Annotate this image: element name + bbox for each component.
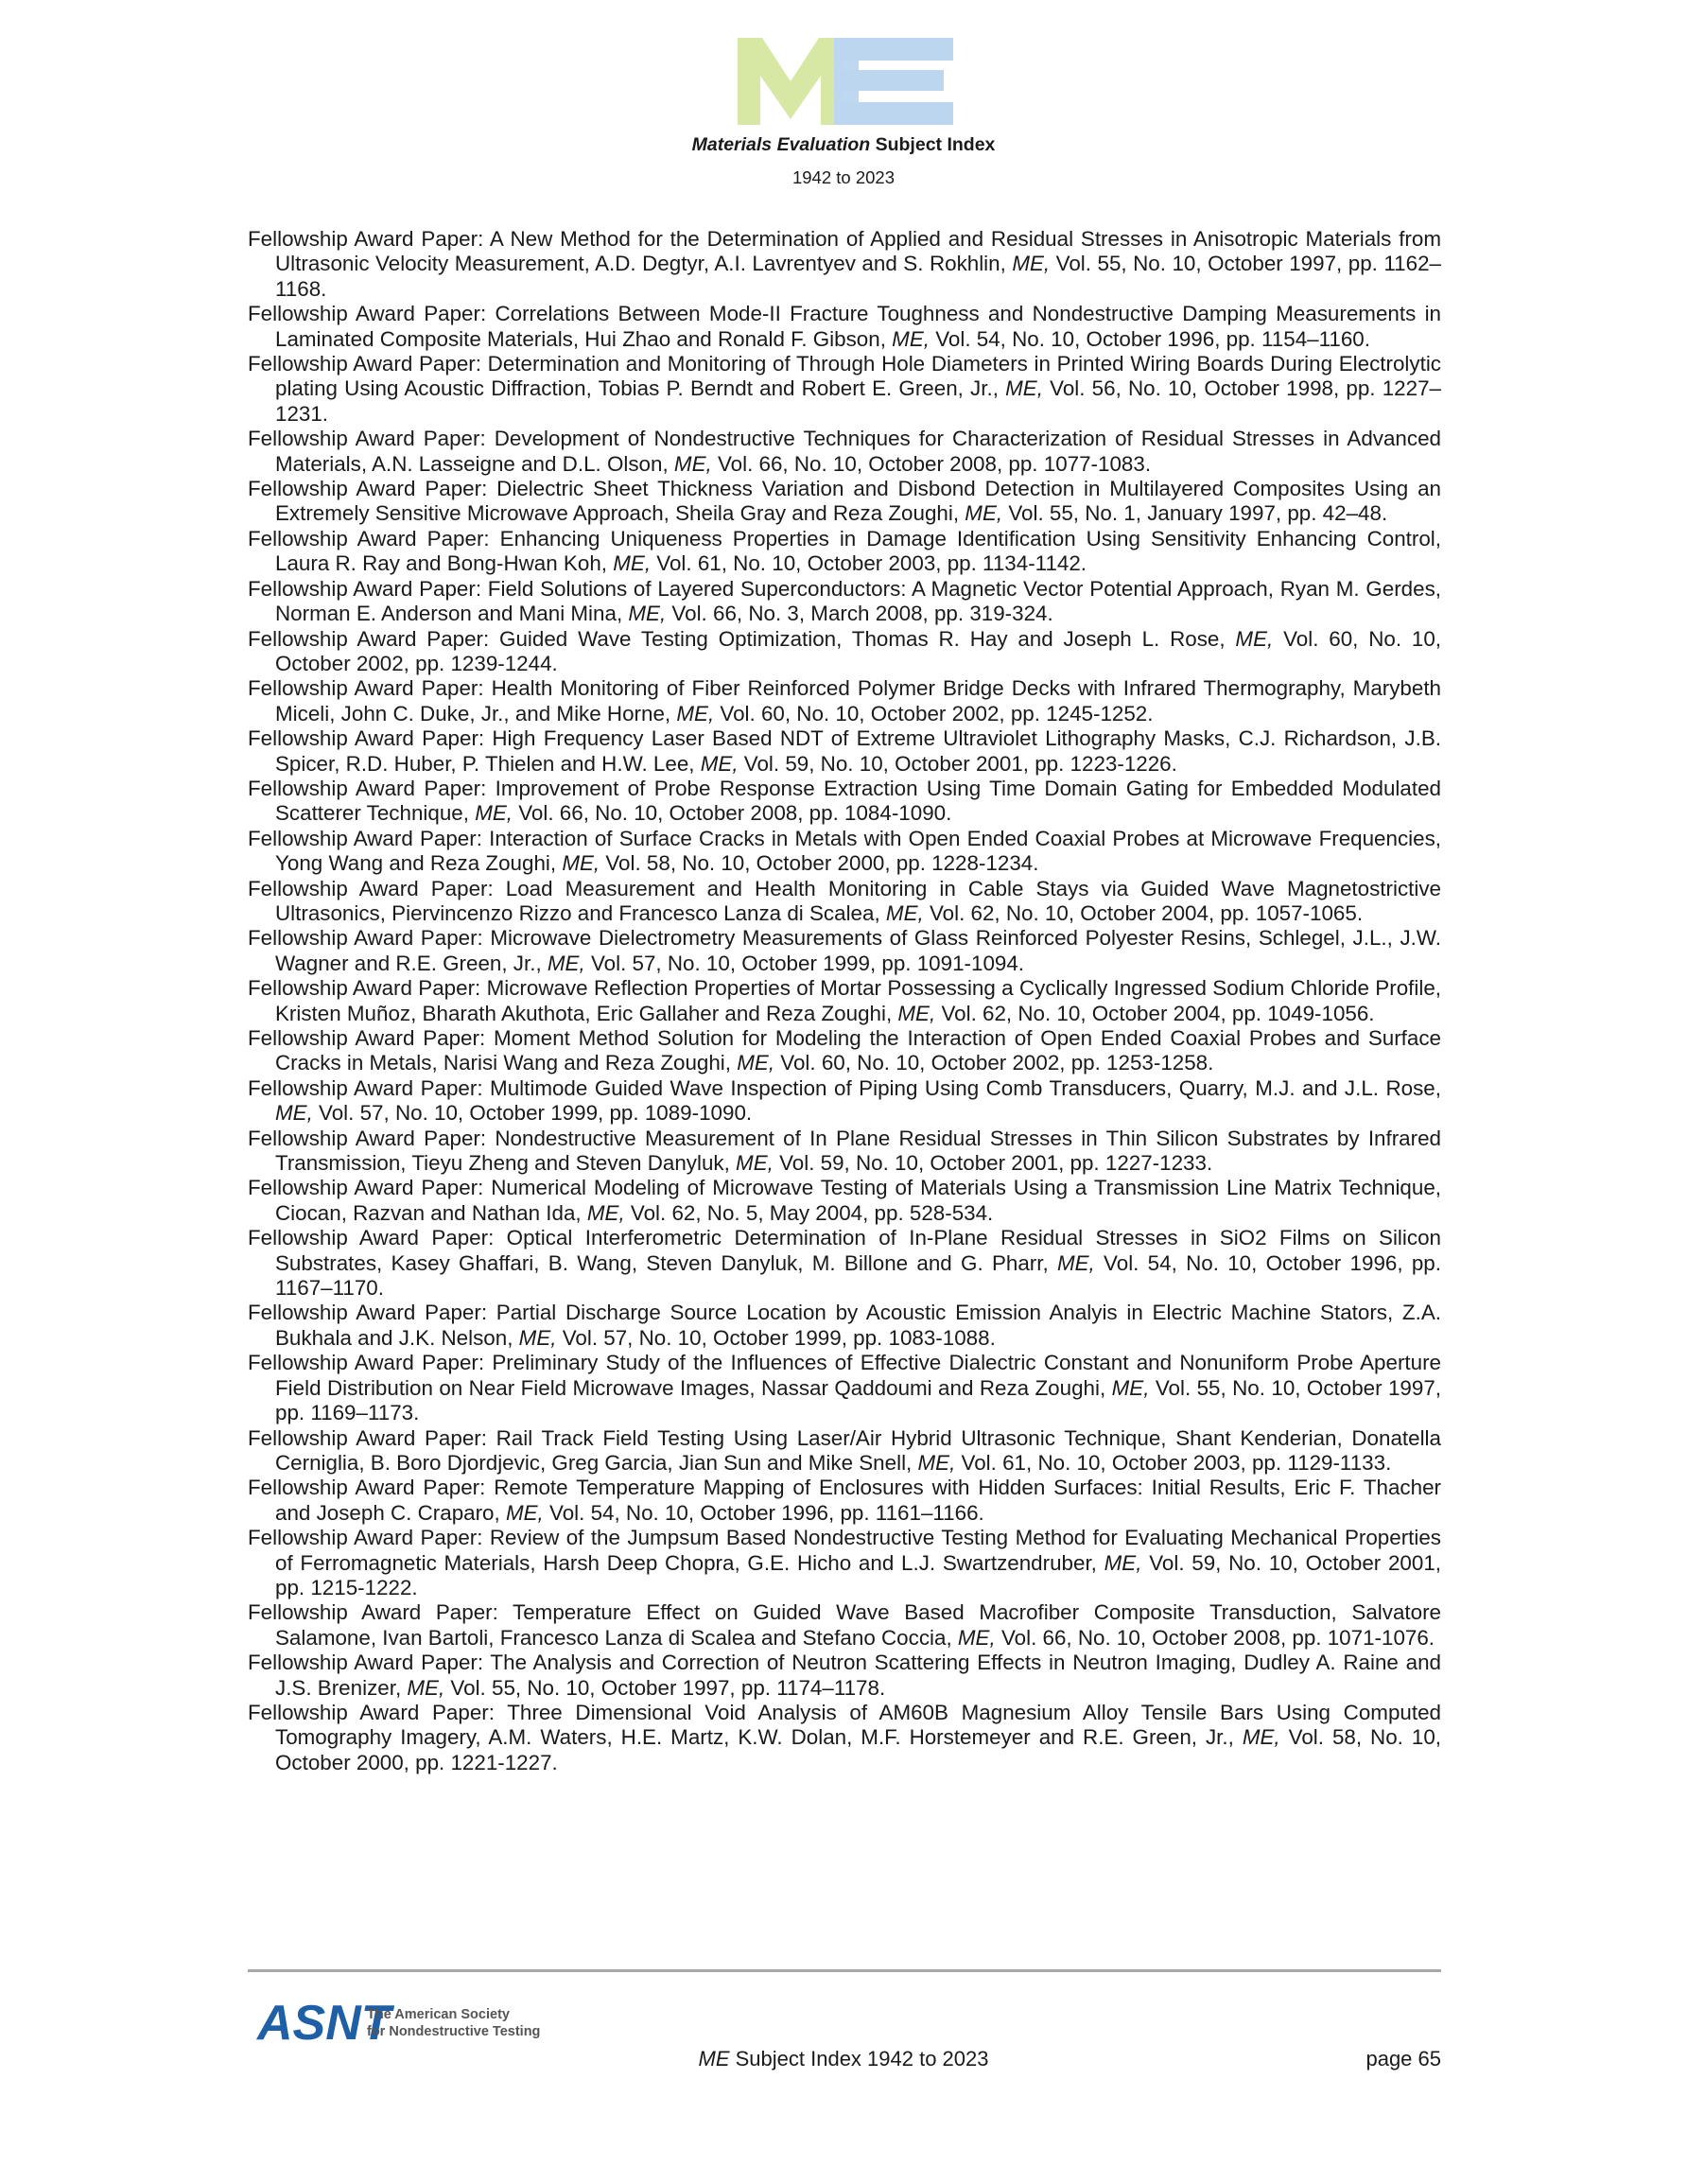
index-entry: Fellowship Award Paper: Review of the Jumpsum Based Nondestructive Testing Method for Evaluating Mechanical Properties of Ferromagnetic Materials, Harsh Deep Chopra, G.E. Hicho and L.J. Swartzendruber, ME, Vol. 59, No. 10, October 2001, pp. 1215-1222. xyxy=(248,1526,1441,1599)
index-entry: Fellowship Award Paper: High Frequency Laser Based NDT of Extreme Ultraviolet Lithography Masks, C.J. Richardson, J.B. Spicer, R.D. Huber, P. Thielen and H.W. Lee, ME, Vol. 59, No. 10, October 2001, pp. 1223-1226. xyxy=(248,726,1441,776)
journal-abbrev: ME, xyxy=(676,701,715,725)
journal-abbrev: ME, xyxy=(1242,1725,1280,1750)
index-entry: Fellowship Award Paper: Nondestructive Measurement of In Plane Residual Stresses in Thin Silicon Substrates by Infrared Transmission, Tieyu Zheng and Steven Danyluk, ME, Vol. 59, No. 10, October 2001, pp. 1227-1233. xyxy=(248,1126,1441,1176)
journal-abbrev: ME, xyxy=(407,1675,445,1700)
journal-abbrev: ME, xyxy=(885,900,924,925)
index-entry: Fellowship Award Paper: Health Monitoring of Fiber Reinforced Polymer Bridge Decks with Infrared Thermography, Marybeth Miceli, John C. Duke, Jr., and Mike Horne, ME, Vol. 60, No. 10, October 2002, pp. 1245-1252. xyxy=(248,676,1441,725)
index-entry: Fellowship Award Paper: Guided Wave Testing Optimization, Thomas R. Hay and Joseph L. Rose, ME, Vol. 60, No. 10, October 2002, pp. 1239-1244. xyxy=(248,626,1441,675)
index-entry: Fellowship Award Paper: Optical Interferometric Determination of In-Plane Residual Stresses in SiO2 Films on Silicon Substrates, Kasey Ghaffari, B. Wang, Steven Danyluk, M. Billone and G. Pharr, ME, Vol. 54, No. 10, October 1996, pp. 1167–1170. xyxy=(248,1226,1441,1301)
me-logo-e xyxy=(834,38,953,125)
index-entry-list xyxy=(248,227,1441,1775)
me-logo-m xyxy=(738,38,844,125)
index-entry: Fellowship Award Paper: Remote Temperature Mapping of Enclosures with Hidden Surfaces: Initial Results, Eric F. Thacher and Joseph C. Craparo, ME, Vol. 54, No. 10, October 1996, pp. 1161–1166. xyxy=(248,1476,1441,1525)
index-entry: Fellowship Award Paper: Development of Nondestructive Techniques for Characterization of Residual Stresses in Advanced Materials, A.N. Lasseigne and D.L. Olson, ME, Vol. 66, No. 10, October 2008, pp. 1077-1083. xyxy=(248,427,1441,476)
index-entry: Fellowship Award Paper: Dielectric Sheet Thickness Variation and Disbond Detection in Multilayered Composites Using an Extremely Sensitive Microwave Approach, Sheila Gray and Reza Zoughi, ME, Vol. 55, No. 1, January 1997, pp. 42–48. xyxy=(248,477,1441,526)
index-entry: Fellowship Award Paper: Load Measurement and Health Monitoring in Cable Stays via Guided Wave Magnetostrictive Ultrasonics, Piervincenzo Rizzo and Francesco Lanza di Scalea, ME, Vol. 62, No. 10, October 2004, pp. 1057-1065. xyxy=(248,876,1441,925)
page-number: page 65 xyxy=(1365,2047,1441,2070)
journal-abbrev: ME, xyxy=(957,1625,996,1650)
me-logo xyxy=(738,38,955,125)
index-entry: Fellowship Award Paper: Improvement of Probe Response Extraction Using Time Domain Gating for Embedded Modulated Scatterer Technique, ME, Vol. 66, No. 10, October 2008, pp. 1084-1090. xyxy=(248,776,1441,826)
journal-abbrev: ME, xyxy=(1104,1550,1142,1575)
index-entry: Fellowship Award Paper: Microwave Reflection Properties of Mortar Possessing a Cyclically Ingressed Sodium Chloride Profile, Kristen Muñoz, Bharath Akuthota, Eric Gallaher and Reza Zoughi, ME, Vol. 62, No. 10, October 2004, pp. 1049-1056. xyxy=(248,976,1441,1025)
journal-abbrev: ME, xyxy=(917,1450,956,1475)
journal-abbrev: ME, xyxy=(613,551,652,576)
journal-abbrev: ME, xyxy=(1005,376,1043,401)
index-entry: Fellowship Award Paper: Determination and Monitoring of Through Hole Diameters in Printed Wiring Boards During Electrolytic plating Using Acoustic Diffraction, Tobias P. Berndt and Robert E. Green, Jr., ME, Vol. 56, No. 10, October 1998, pp. 1227–1231. xyxy=(248,352,1441,426)
index-entry: Fellowship Award Paper: The Analysis and Correction of Neutron Scattering Effects in Neutron Imaging, Dudley A. Raine and J.S. Brenizer, ME, Vol. 55, No. 10, October 1997, pp. 1174–1178. xyxy=(248,1651,1441,1700)
journal-abbrev: ME, xyxy=(1012,252,1051,276)
asnt-logo-line2: for Nondestructive Testing xyxy=(367,2024,541,2039)
index-entry: Fellowship Award Paper: Correlations Between Mode-II Fracture Toughness and Nondestructive Damping Measurements in Laminated Composite Materials, Hui Zhao and Ronald F. Gibson, ME, Vol. 54, No. 10, October 1996, pp. 1154–1160. xyxy=(248,302,1441,351)
journal-abbrev: ME, xyxy=(586,1200,625,1225)
journal-abbrev: ME, xyxy=(475,801,513,826)
journal-abbrev: ME, xyxy=(547,951,585,975)
asnt-logo-line1: The American Society xyxy=(367,2007,510,2022)
index-entry: Fellowship Award Paper: Three Dimensional Void Analysis of AM60B Magnesium Alloy Tensile Bars Using Computed Tomography Imagery, A.M. Waters, H.E. Martz, K.W. Dolan, M.F. Horstemeyer and R.E. Green, Jr., ME, Vol. 58, No. 10, October 2000, pp. 1221-1227. xyxy=(248,1700,1441,1774)
index-entry: Fellowship Award Paper: Preliminary Study of the Influences of Effective Dialectric Constant and Nonuniform Probe Aperture Field Distribution on Near Field Microwave Images, Nassar Qaddoumi and Reza Zoughi, ME, Vol. 55, No. 10, October 1997, pp. 1169–1173. xyxy=(248,1351,1441,1425)
index-entry: Fellowship Award Paper: Enhancing Uniqueness Properties in Damage Identification Using Sensitivity Enhancing Control, Laura R. Ray and Bong-Hwan Koh, ME, Vol. 61, No. 10, October 2003, pp. 1134-1142. xyxy=(248,526,1441,576)
index-entry: Fellowship Award Paper: Multimode Guided Wave Inspection of Piping Using Comb Transducers, Quarry, M.J. and J.L. Rose, ME, Vol. 57, No. 10, October 1999, pp. 1089-1090. xyxy=(248,1075,1441,1126)
asnt-logo xyxy=(257,1994,541,2054)
journal-abbrev: ME, xyxy=(505,1500,544,1525)
index-entry: Fellowship Award Paper: Interaction of Surface Cracks in Metals with Open Ended Coaxial Probes at Microwave Frequencies, Yong Wang and Reza Zoughi, ME, Vol. 58, No. 10, October 2000, pp. 1228-1234. xyxy=(248,826,1441,876)
journal-abbrev: ME, xyxy=(892,326,930,351)
index-entry: Fellowship Award Paper: Field Solutions of Layered Superconductors: A Magnetic Vector Potential Approach, Ryan M. Gerdes, Norman E. Anderson and Mani Mina, ME, Vol. 66, No. 3, March 2008, pp. 319-324. xyxy=(248,576,1441,626)
journal-abbrev: ME, xyxy=(518,1325,557,1350)
index-entry: Fellowship Award Paper: Partial Discharge Source Location by Acoustic Emission Analyis in Electric Machine Stators, Z.A. Bukhala and J.K. Nelson, ME, Vol. 57, No. 10, October 1999, pp. 1083-1088. xyxy=(248,1301,1441,1350)
journal-abbrev: ME, xyxy=(965,501,1003,526)
footer-title: ME Subject Index 1942 to 2023 xyxy=(698,2047,989,2070)
journal-abbrev: ME, xyxy=(628,602,667,626)
asnt-logo-mark: ASNT xyxy=(257,1996,391,2051)
journal-abbrev: ME, xyxy=(737,1051,775,1075)
index-entry: Fellowship Award Paper: A New Method for the Determination of Applied and Residual Stresses in Anisotropic Materials from Ultrasonic Velocity Measurement, A.D. Degtyr, A.I. Lavrentyev and S. Rokhlin, ME, Vol. 55, No. 10, October 1997, pp. 1162–1168. xyxy=(248,227,1441,301)
journal-abbrev: ME, xyxy=(562,851,600,876)
journal-abbrev: ME, xyxy=(673,451,712,476)
index-entry: Fellowship Award Paper: Numerical Modeling of Microwave Testing of Materials Using a Transmission Line Matrix Technique, Ciocan, Razvan and Nathan Ida, ME, Vol. 62, No. 5, May 2004, pp. 528-534. xyxy=(248,1176,1441,1225)
journal-abbrev: ME, xyxy=(1111,1375,1150,1400)
journal-abbrev: ME, xyxy=(275,1101,313,1126)
index-entry: Fellowship Award Paper: Moment Method Solution for Modeling the Interaction of Open Ended Coaxial Probes and Surface Cracks in Metals, Narisi Wang and Reza Zoughi, ME, Vol. 60, No. 10, October 2002, pp. 1253-1258. xyxy=(248,1026,1441,1075)
journal-abbrev: ME, xyxy=(1056,1250,1095,1275)
journal-abbrev: ME, xyxy=(897,1001,936,1025)
index-entry: Fellowship Award Paper: Microwave Dielectrometry Measurements of Glass Reinforced Polyester Resins, Schlegel, J.L., J.W. Wagner and R.E. Green, Jr., ME, Vol. 57, No. 10, October 1999, pp. 1091-1094. xyxy=(248,926,1441,975)
journal-abbrev: ME, xyxy=(736,1151,774,1176)
index-entry: Fellowship Award Paper: Rail Track Field Testing Using Laser/Air Hybrid Ultrasonic Technique, Shant Kenderian, Donatella Cerniglia, B. Boro Djordjevic, Greg Garcia, Jian Sun and Mike Snell, ME, Vol. 61, No. 10, October 2003, pp. 1129-1133. xyxy=(248,1425,1441,1475)
footer-divider xyxy=(248,1969,1441,1972)
index-entry: Fellowship Award Paper: Temperature Effect on Guided Wave Based Macrofiber Composite Transduction, Salvatore Salamone, Ivan Bartoli, Francesco Lanza di Scalea and Stefano Coccia, ME, Vol. 66, No. 10, October 2008, pp. 1071-1076. xyxy=(248,1600,1441,1650)
index-title: Materials Evaluation Subject Index xyxy=(691,134,996,155)
journal-abbrev: ME, xyxy=(1235,626,1274,651)
journal-abbrev: ME, xyxy=(700,751,739,776)
index-years: 1942 to 2023 xyxy=(791,167,896,187)
